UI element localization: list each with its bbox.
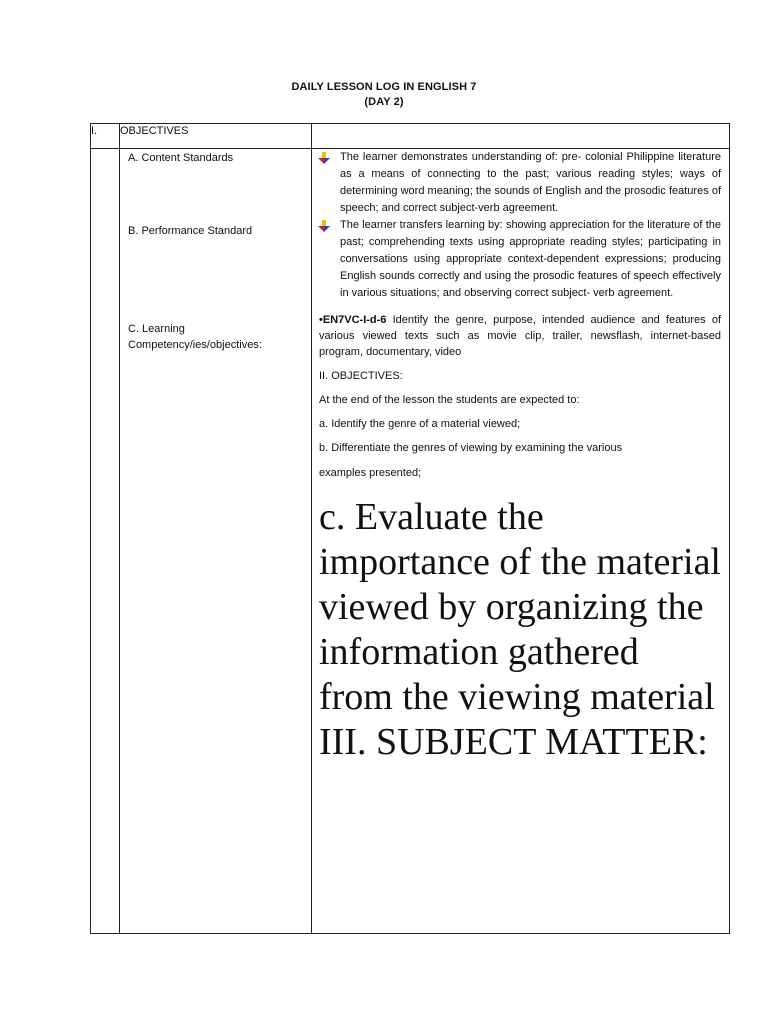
document-title: DAILY LESSON LOG IN ENGLISH 7: [291, 81, 477, 93]
objective-b-line1: b. Differentiate the genres of viewing by examining the various: [319, 442, 623, 454]
objectives-intro: At the end of the lesson the students are expected to:: [319, 394, 580, 406]
arrow-bullet-icon: [318, 220, 330, 232]
competency-code: •EN7VC-I-d-6: [319, 314, 387, 326]
performance-standard-label: B. Performance Standard: [128, 225, 253, 237]
objective-a: a. Identify the genre of a material viewed;: [319, 418, 521, 430]
lesson-log-table: [90, 123, 730, 934]
section-label-cell: [120, 124, 312, 149]
objective-c: c. Evaluate the importance of the material viewed by organizing the information gathered from the viewing material: [319, 496, 721, 718]
labels-cell: [120, 149, 312, 934]
content-standard-text: The learner demonstrates understanding of: pre- colonial Philippine literature as a means of connecting to the past; various reading styles; ways of determining word meaning; the sounds of English and the prosodic features of speech; and correct subject-verb agreement.: [340, 151, 721, 214]
arrow-bullet-icon: [318, 152, 330, 164]
empty-number-cell: [91, 149, 120, 934]
objectives-body-row: [91, 149, 730, 934]
section-label: OBJECTIVES: [120, 125, 189, 137]
content-standard-bullet: [312, 149, 721, 217]
document-day: (DAY 2): [364, 96, 404, 108]
content-standards-label: A. Content Standards: [128, 152, 234, 164]
objective-b-line2: examples presented;: [319, 467, 422, 479]
section-number-cell: [91, 124, 120, 149]
objectives-heading: II. OBJECTIVES:: [319, 370, 403, 382]
competency-text: Identify the genre, purpose, intended audience and features of various viewed texts such as movie clip, trailer, newsflash, internet-based program, documentary, video: [319, 314, 721, 358]
content-cell: [312, 149, 730, 934]
section-number: I.: [91, 125, 98, 137]
subject-matter-heading: III. SUBJECT MATTER:: [319, 721, 708, 763]
learning-competency-label-line2: Competency/ies/objectives:: [128, 339, 262, 351]
competency-paragraph: [319, 312, 721, 360]
performance-standard-bullet: [312, 217, 721, 302]
performance-standard-text: The learner transfers learning by: showing appreciation for the literature of the past; comprehending texts using appropriate reading styles; participating in conversations using appropriate context-dependent expressions; producing English sounds correctly and using the prosodic features of speech effectively in various situations; and observing correct subject- verb agreement.: [340, 219, 721, 299]
learning-competency-label-line1: C. Learning: [128, 323, 185, 335]
objectives-header-row: [91, 124, 730, 149]
header-empty-cell: [312, 124, 730, 149]
